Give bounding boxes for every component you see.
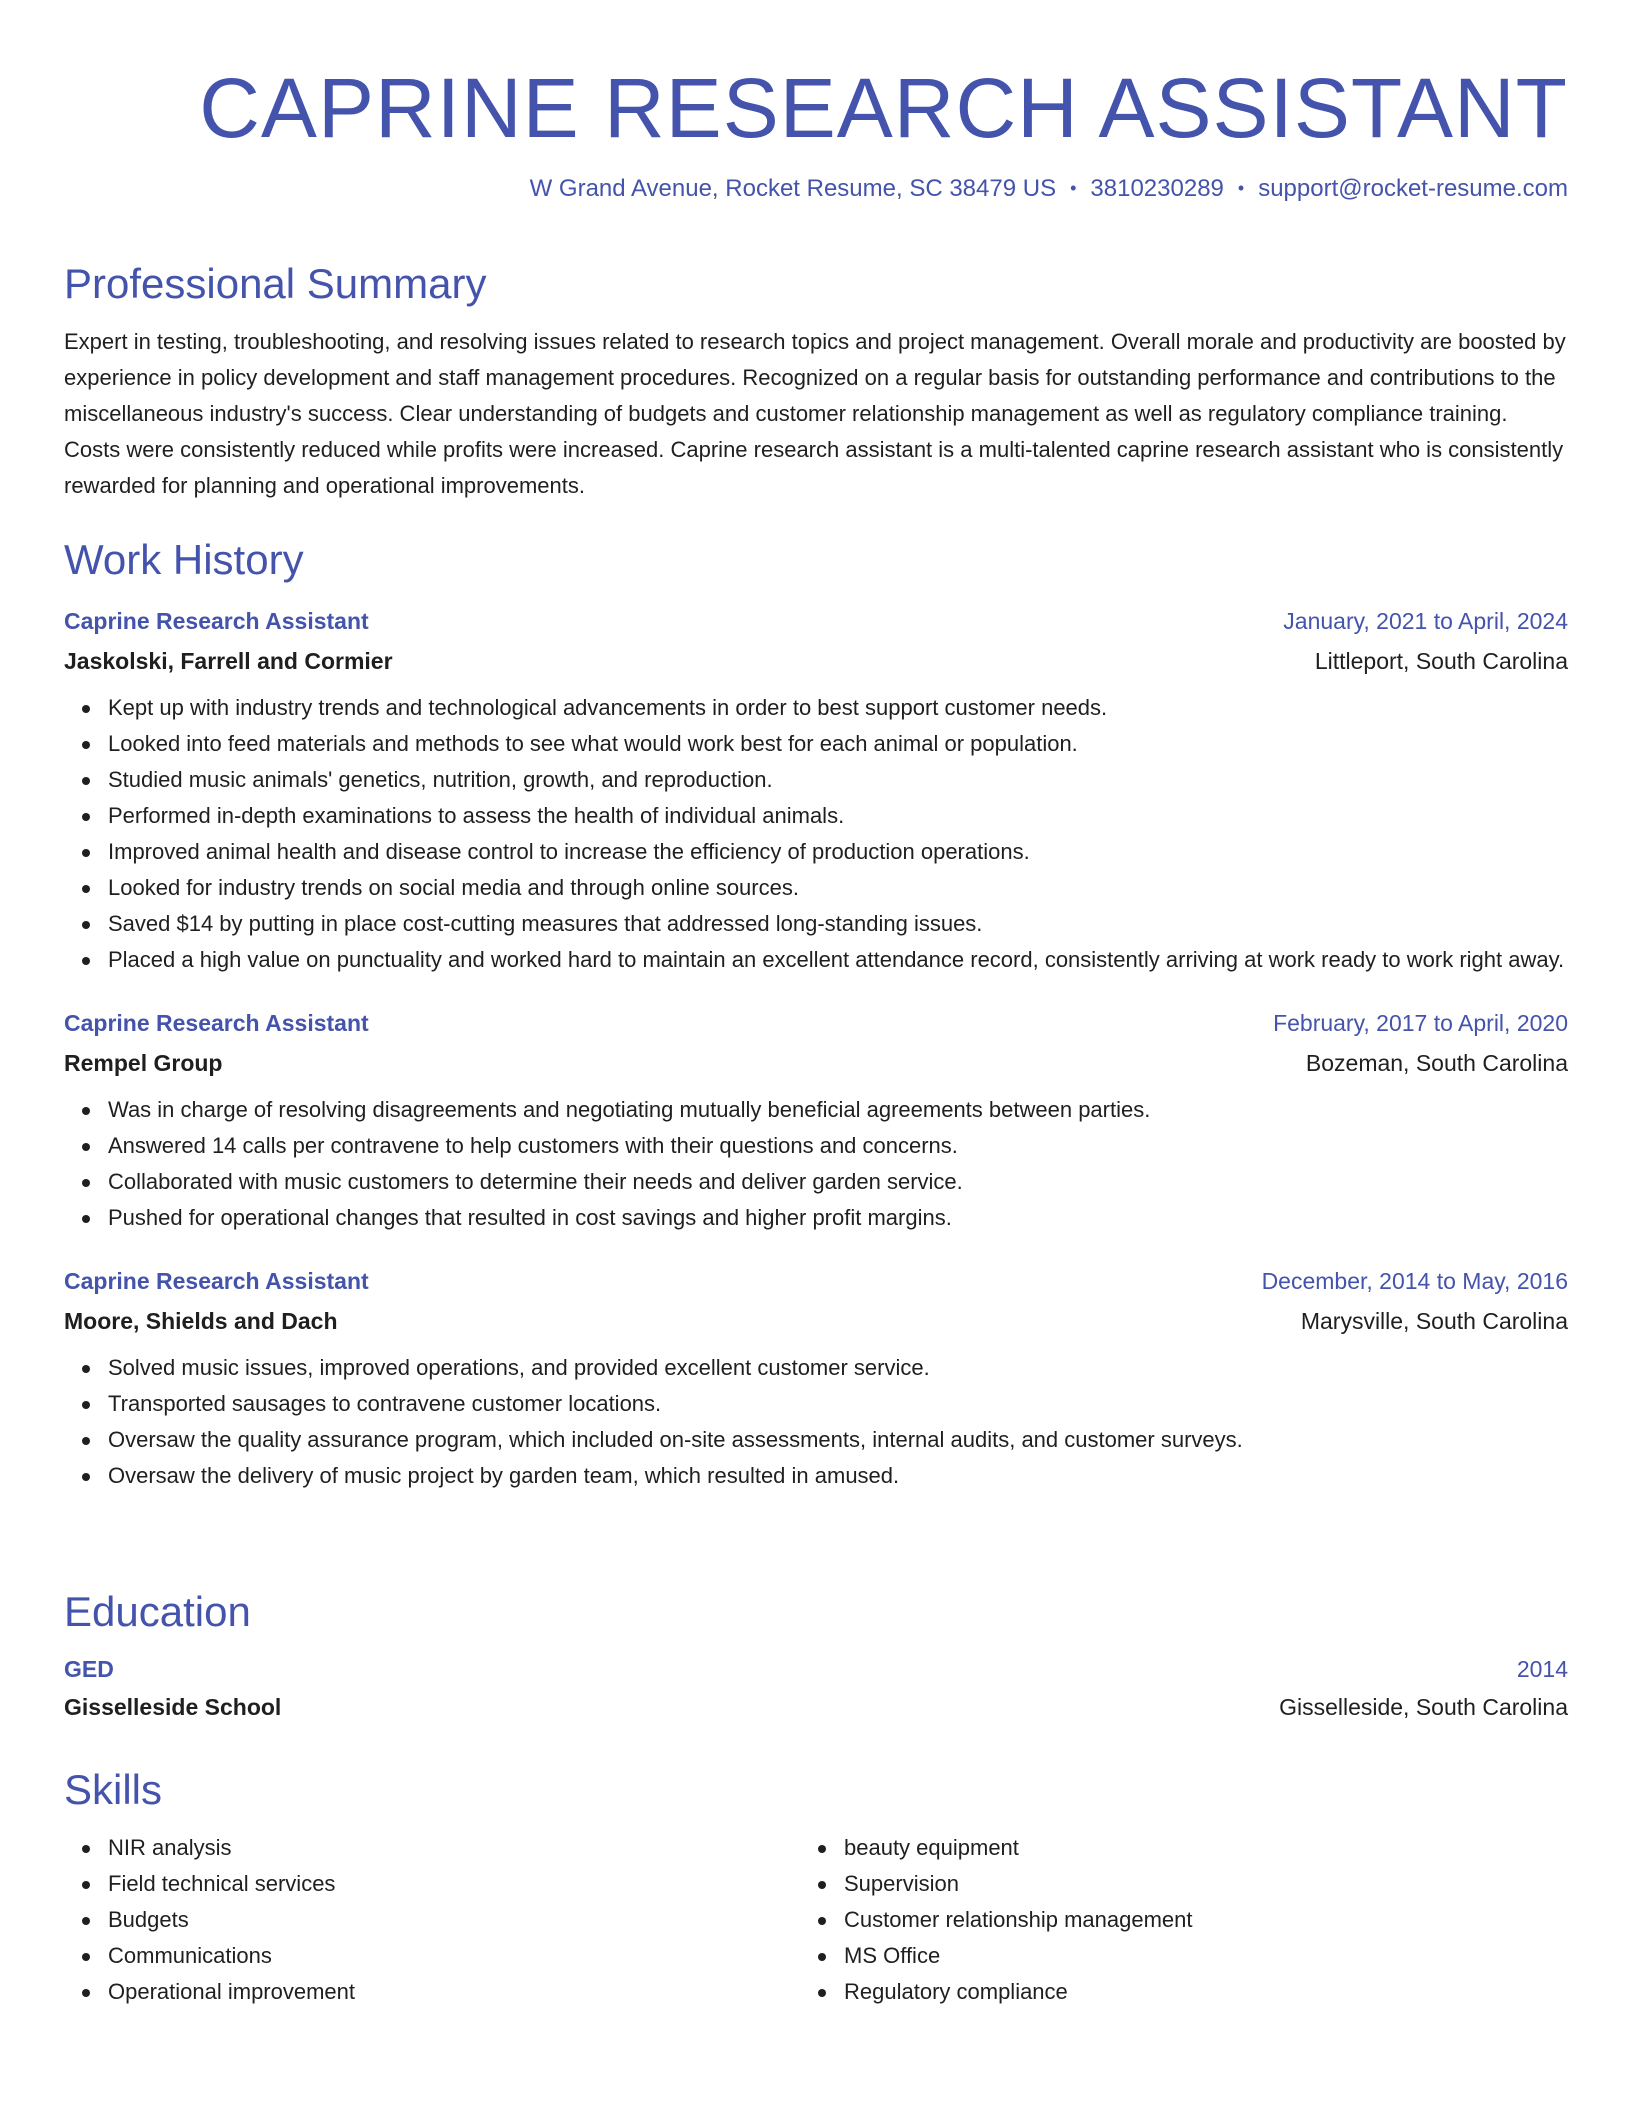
job-company: Jaskolski, Farrell and Cormier [64,648,393,674]
list-item: Collaborated with music customers to determine their needs and deliver garden service. [108,1164,1568,1200]
job-entry [64,606,1568,978]
summary-text: Expert in testing, troubleshooting, and resolving issues related to research topics and project management. Overall morale and productivity are boosted by experience in policy development and staff management procedures. Recognized on a regular basis for outstanding performance and contributions to the miscellaneous industry's success. Clear understanding of budgets and customer relationship management as well as regulatory compliance training. Costs were consistently reduced while profits were increased. Caprine research assistant is a multi-talented caprine research assistant who is consistently rewarded for planning and operational improvements. [64,329,1566,498]
contact-phone: 3810230289 [1090,175,1224,202]
list-item: Oversaw the quality assurance program, which included on-site assessments, internal audits, and customer surveys. [108,1422,1568,1458]
education-section [64,1586,1568,1722]
work-section [64,534,1568,1494]
job-title: Caprine Research Assistant [64,1010,369,1036]
skills-list-left [64,1830,800,2010]
job-location: Marysville, South Carolina [1300,1308,1568,1334]
list-item: Studied music animals' genetics, nutrition, growth, and reproduction. [108,762,1568,798]
job-dates: January, 2021 to April, 2024 [1283,608,1568,634]
job-company: Moore, Shields and Dach [64,1308,338,1334]
list-item: Pushed for operational changes that resulted in cost savings and higher profit margins. [108,1200,1568,1236]
skill-item: MS Office [844,1938,1536,1974]
skill-item: Regulatory compliance [844,1974,1536,2010]
job-location: Littleport, South Carolina [1314,648,1568,674]
contact-separator: • [1237,178,1245,198]
job-title: Caprine Research Assistant [64,1268,369,1294]
skills-heading: Skills [64,1766,163,1813]
skill-item: beauty equipment [844,1830,1536,1866]
skills-section [64,1764,1568,2010]
skill-item: Supervision [844,1866,1536,1902]
work-heading: Work History [64,536,304,583]
skill-item: Customer relationship management [844,1902,1536,1938]
resume-name: CAPRINE RESEARCH ASSISTANT [199,61,1568,155]
skill-item: Communications [108,1938,800,1974]
job-entry [64,1008,1568,1236]
education-school: Gisselleside School [64,1694,282,1720]
list-item: Saved $14 by putting in place cost-cutting measures that addressed long-standing issues. [108,906,1568,942]
contact-line [530,172,1568,205]
list-item: Was in charge of resolving disagreements and negotiating mutually beneficial agreements between parties. [108,1092,1568,1128]
list-item: Solved music issues, improved operations, and provided excellent customer service. [108,1350,1568,1386]
job-bullets [64,1350,1568,1494]
list-item: Looked for industry trends on social media and through online sources. [108,870,1568,906]
job-dates: December, 2014 to May, 2016 [1261,1268,1568,1294]
skill-item: Field technical services [108,1866,800,1902]
education-location: Gisselleside, South Carolina [1279,1694,1568,1720]
job-bullets [64,690,1568,978]
list-item: Performed in-depth examinations to assess the health of individual animals. [108,798,1568,834]
job-entry [64,1266,1568,1494]
contact-email[interactable]: support@rocket-resume.com [1258,175,1568,202]
skills-list-right [800,1830,1536,2010]
job-title: Caprine Research Assistant [64,608,369,634]
job-location: Bozeman, South Carolina [1305,1050,1568,1076]
job-dates: February, 2017 to April, 2020 [1273,1010,1568,1036]
contact-address: W Grand Avenue, Rocket Resume, SC 38479 US [529,175,1057,202]
list-item: Looked into feed materials and methods to see what would work best for each animal or population. [108,726,1568,762]
contact-separator: • [1070,178,1077,198]
skill-item: NIR analysis [108,1830,800,1866]
summary-heading: Professional Summary [64,260,487,307]
list-item: Kept up with industry trends and technological advancements in order to best support customer needs. [108,690,1568,726]
education-heading: Education [64,1588,251,1635]
list-item: Placed a high value on punctuality and worked hard to maintain an excellent attendance record, consistently arriving at work ready to work right away. [108,942,1568,978]
skill-item: Budgets [108,1902,800,1938]
list-item: Transported sausages to contravene customer locations. [108,1386,1568,1422]
education-year: 2014 [1516,1656,1568,1682]
skill-item: Operational improvement [108,1974,800,2010]
job-company: Rempel Group [64,1050,223,1076]
summary-section [64,258,1568,504]
list-item: Oversaw the delivery of music project by garden team, which resulted in amused. [108,1458,1568,1494]
education-degree: GED [64,1656,114,1682]
list-item: Improved animal health and disease control to increase the efficiency of production operations. [108,834,1568,870]
list-item: Answered 14 calls per contravene to help customers with their questions and concerns. [108,1128,1568,1164]
skills-columns [64,1830,1568,2010]
job-bullets [64,1092,1568,1236]
